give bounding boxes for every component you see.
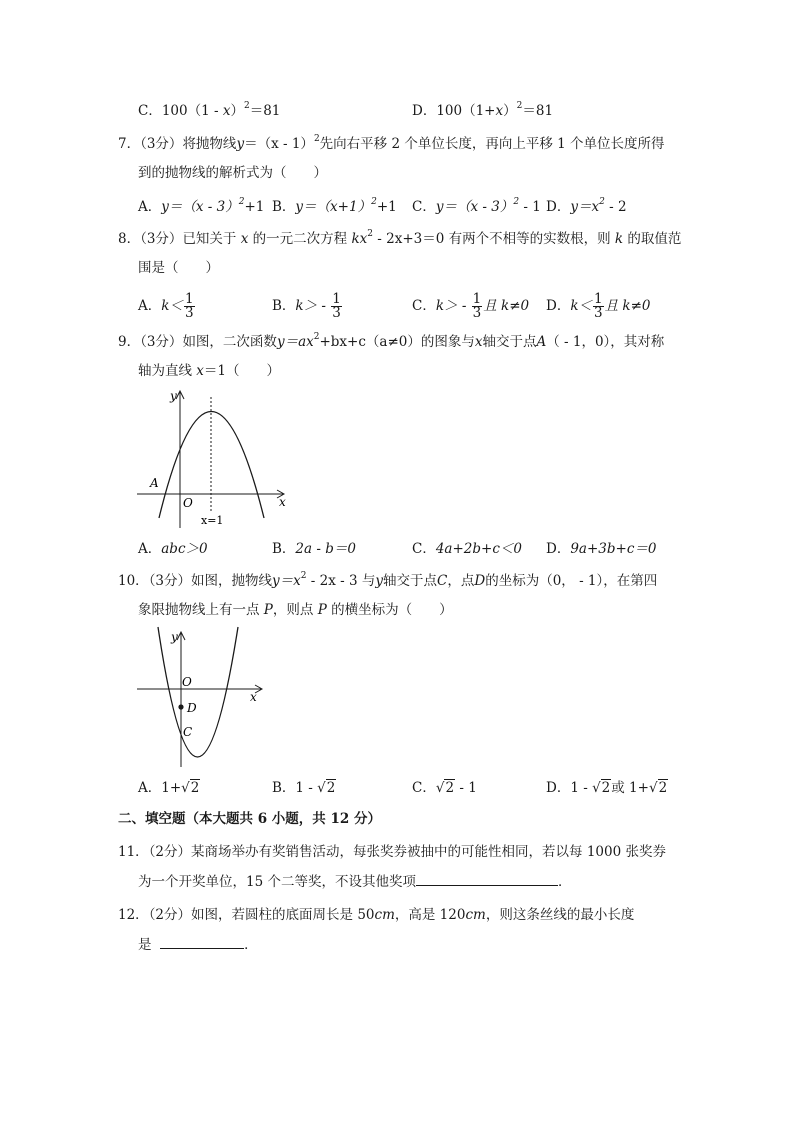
point-d [178,704,183,709]
q8-stem-line1: 8．（3分）已知关于 x 的一元二次方程 $kx^2 - 2x+3=0$ 有两个不相等的实数根，则 k 的取值范 [118,229,682,247]
sqrt-symbol: √2 [435,780,455,796]
question-number: 7． [118,136,141,152]
option-label: D． [412,103,437,119]
q12-stem-line2: 是 ． [138,934,258,955]
q9-option-c[interactable]: C．4a+2b+c＜0 [412,541,522,557]
x-label: x [250,690,257,704]
q7-option-d[interactable]: D．$y=x^2 - 2$ [546,197,627,215]
question-score: （2分） [148,907,192,923]
y-label: y [171,630,178,644]
question-score: （3分） [140,231,183,247]
q11-stem-line2: 为一个开奖单位，15 个二等奖，不设其他奖项 ． [138,871,571,892]
q9-stem-line1: 9．（3分）如图，二次函数$y=ax^2+bx+c(a\ne 0)$的图象与x轴交于点A（ - 1，0），其对称 [118,332,665,350]
y-label: y [170,389,177,403]
option-label: C． [138,103,162,119]
q8-option-c[interactable]: C．k＞ - $\frac{1}{3}$ 且 k≠0 [412,291,530,321]
sqrt-symbol: √2 [592,780,611,796]
q8-stem-line2: 围是（ ） [138,260,219,276]
q10-stem-line2: 象限抛物线上有一点 P，则点 P 的横坐标为（ ） [138,602,453,618]
x-label: x [279,495,286,509]
question-score: （3分） [140,334,183,350]
q7-stem-line1: 7．（3分）将抛物线y＝（x - 1）$^2$先向右平移 2 个单位长度，再向上平移 1 个单位长度所得 [118,134,665,152]
q10-option-b[interactable]: B．1 - √2 [272,780,336,796]
origin-label: O [183,496,193,510]
question-score: （3分） [148,573,192,589]
q7-option-b[interactable]: B．$y=(x+1)^2+1$ [272,197,397,215]
fraction: $\frac{1}{3}$ [472,291,482,321]
fraction: $\frac{1}{3}$ [594,291,603,321]
point-c-label: C [183,725,193,739]
fraction: $\frac{1}{3}$ [184,291,194,321]
question-number: 12． [118,907,149,923]
point-a-label: A [150,476,159,490]
symmetry-axis-label: x=1 [201,514,224,527]
q10-option-a[interactable]: A．1+√2 [138,780,200,796]
sqrt-symbol: √2 [181,780,200,796]
q9-option-b[interactable]: B．2a - b＝0 [272,541,356,557]
question-number: 9． [118,334,141,350]
q8-option-b[interactable]: B．k＞ - $\frac{1}{3}$ [272,291,341,321]
question-number: 10． [118,573,149,589]
point-d-label: D [187,701,197,715]
q7-stem-line2: 到的抛物线的解析式为（ ） [138,165,327,181]
section-heading-fill-in: 二、填空题（本大题共 6 小题，共 12 分） [118,811,381,827]
q7-option-a[interactable]: A．y＝（x - 3）$^2$+1 [138,197,265,215]
q8-option-d[interactable]: D．k＜ $\frac{1}{3}$ 且 k≠0 [546,291,651,321]
q10-stem-line1: 10．（3分）如图，抛物线$y=x^2 - 2x - 3$ 与y轴交于点C，点D的坐标为（0， - 1），在第四 [118,571,658,589]
q11-stem-line1: 11．（2分）某商场举办有奖销售活动，每张奖券被抽中的可能性相同，若以每 1000 张奖券 [118,844,666,860]
q10-parabola-figure [135,625,270,770]
q9-parabola-figure [135,385,295,530]
q6-option-d[interactable]: D．$100(1+x)^2=81$ [412,101,554,119]
q12-stem-line1: 12．（2分）如图，若圆柱的底面周长是 50cm，高是 120cm，则这条丝线的最小长度 [118,907,635,923]
question-score: （2分） [148,844,192,860]
question-number: 11． [118,844,149,860]
q10-option-c[interactable]: C．√2 - 1 [412,780,477,796]
q7-option-c[interactable]: C．y＝（x - 3）$^2$ - 1 [412,197,541,215]
q10-option-d[interactable]: D．1 - √2或 1+√2 [546,780,668,796]
q11-answer-blank[interactable] [416,871,558,886]
sqrt-symbol: √2 [648,780,668,796]
sqrt-symbol: √2 [317,780,336,796]
origin-label: O [182,675,192,689]
q9-option-a[interactable]: A．abc＞0 [138,541,208,557]
question-score: （3分） [140,136,183,152]
q9-option-d[interactable]: D．9a+3b+c＝0 [546,541,657,557]
q6-option-c[interactable]: C．100（1 - x）$^2$＝81 [138,101,281,119]
q8-option-a[interactable]: A．k＜ $\frac{1}{3}$ [138,291,194,321]
q12-answer-blank[interactable] [160,934,244,949]
q9-stem-line2: 轴为直线 x＝1（ ） [138,363,281,379]
question-number: 8． [118,231,141,247]
parabola-curve [158,627,238,757]
fraction: $\frac{1}{3}$ [332,291,341,321]
